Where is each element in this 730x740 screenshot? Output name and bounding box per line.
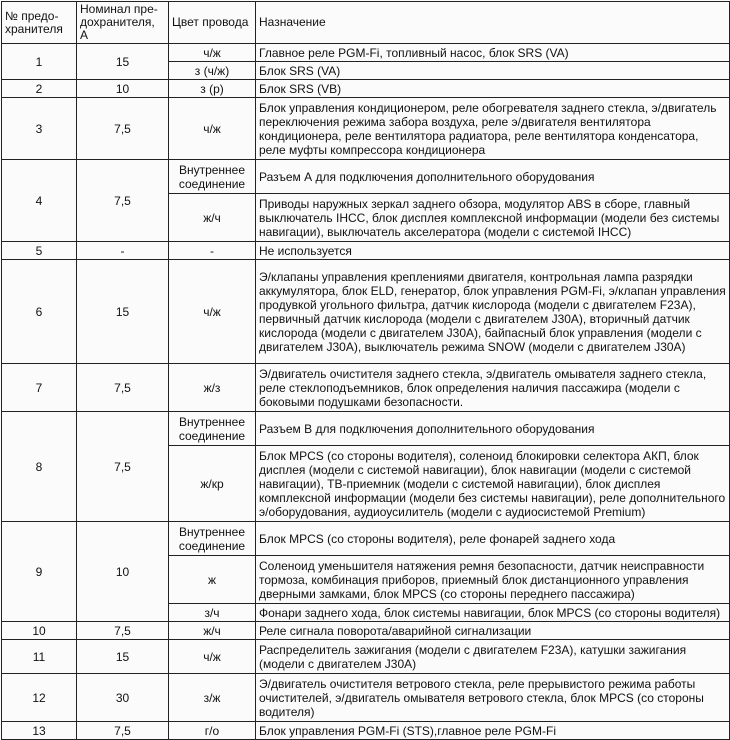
fuse-rating: 15 (77, 260, 169, 364)
fuse-number: 8 (2, 412, 77, 522)
fuse-number: 9 (2, 522, 77, 622)
fuse-purpose: Фонари заднего хода, блок системы навигации, блок MPCS (со стороны водителя) (256, 604, 730, 622)
table-row (2, 412, 730, 446)
wire-color: Внутреннее соединение (169, 412, 256, 446)
fuse-table (1, 1, 730, 740)
fuse-number: 7 (2, 364, 77, 412)
header-wire-color: Цвет провода (169, 2, 256, 44)
wire-color: ж/з (169, 364, 256, 412)
fuse-number: 11 (2, 640, 77, 674)
table-row (2, 622, 730, 640)
fuse-purpose: Блок MPCS (со стороны водителя), реле фонарей заднего хода (256, 522, 730, 556)
table-row (2, 722, 730, 740)
fuse-purpose: Блок SRS (VB) (256, 80, 730, 98)
header-row (2, 2, 730, 44)
wire-color: ж (169, 556, 256, 604)
fuse-number: 4 (2, 160, 77, 242)
fuse-rating: 7,5 (77, 98, 169, 160)
fuse-purpose: Разъем А для подключения дополнительного оборудования (256, 160, 730, 194)
table-row (2, 640, 730, 674)
table-row (2, 80, 730, 98)
table-row (2, 98, 730, 160)
header-purpose: Назначение (256, 2, 730, 44)
wire-color: г/о (169, 722, 256, 740)
wire-color: - (169, 242, 256, 260)
fuse-purpose: Блок SRS (VA) (256, 62, 730, 80)
fuse-purpose: Э/двигатель очистителя заднего стекла, э/двигатель омывателя заднего стекла, реле стеклоподъемников, блок определения наличия пассажира (модели с боковыми подушками безопасности. (256, 364, 730, 412)
fuse-purpose: Соленоид уменьшителя натяжения ремня безопасности, датчик неисправности тормоза, комбинация приборов, приемный блок дистанционного управления дверными замками, блок MPCS (со стороны переднего пассажира) (256, 556, 730, 604)
wire-color: ж/ч (169, 194, 256, 242)
wire-color: ч/ж (169, 640, 256, 674)
header-fuse-no: № предо-хранителя (2, 2, 77, 44)
fuse-rating: 7,5 (77, 364, 169, 412)
fuse-number: 6 (2, 260, 77, 364)
table-row (2, 522, 730, 556)
wire-color: Внутреннее соединение (169, 522, 256, 556)
fuse-purpose: Реле сигнала поворота/аварийной сигнализации (256, 622, 730, 640)
wire-color: ж/ч (169, 622, 256, 640)
wire-color: з (ч/ж) (169, 62, 256, 80)
wire-color: з/ж (169, 674, 256, 722)
fuse-rating: - (77, 242, 169, 260)
fuse-rating: 7,5 (77, 412, 169, 522)
fuse-purpose: Разъем В для подключения дополнительного оборудования (256, 412, 730, 446)
fuse-purpose: Не используется (256, 242, 730, 260)
table-row (2, 242, 730, 260)
wire-color: ч/ж (169, 98, 256, 160)
table-row (2, 44, 730, 62)
fuse-rating: 7,5 (77, 160, 169, 242)
table-row (2, 260, 730, 364)
wire-color: з/ч (169, 604, 256, 622)
fuse-rating: 30 (77, 674, 169, 722)
fuse-number: 12 (2, 674, 77, 722)
wire-color: Внутреннее соединение (169, 160, 256, 194)
fuse-number: 1 (2, 44, 77, 80)
fuse-purpose: Приводы наружных зеркал заднего обзора, модулятор ABS в сборе, главный выключатель IHCC, блок дисплея комплексной информации (модели без системы навигации), выключатель акселератора (модели с системой IHCC) (256, 194, 730, 242)
table-row (2, 674, 730, 722)
fuse-purpose: Блок управления PGM-Fi (STS),главное реле PGM-Fi (256, 722, 730, 740)
header-rating: Номинал пре-дохранителя, А (77, 2, 169, 44)
fuse-purpose: Блок управления кондиционером, реле обогревателя заднего стекла, э/двигатель переключения режима забора воздуха, реле э/двигателя вентилятора кондиционера, реле вентилятора радиатора, реле вентилятора конденсатора, реле муфты компрессора кондиционера (256, 98, 730, 160)
table-row (2, 364, 730, 412)
fuse-rating: 15 (77, 44, 169, 80)
fuse-number: 10 (2, 622, 77, 640)
fuse-purpose: Э/клапаны управления креплениями двигателя, контрольная лампа разрядки аккумулятора, блок ELD, генератор, блок управления PGM-Fi, э/клапан управления продувкой угольного фильтра, датчик кислорода (модели с двигателем F23A), первичный датчик кислорода (модели с двигателем J30A), вторичный датчик кислорода (модели с двигателем J30A), байпасный блок управления (модели с двигателем J30A), выключатель режима SNOW (модели с двигателем J30A) (256, 260, 730, 364)
fuse-purpose: Э/двигатель очистителя ветрового стекла, реле прерывистого режима работы очистителей, э/двигатель омывателя ветрового стекла, блок MPCS (со стороны водителя) (256, 674, 730, 722)
fuse-rating: 10 (77, 522, 169, 622)
wire-color: ж/кр (169, 446, 256, 522)
fuse-number: 13 (2, 722, 77, 740)
fuse-purpose: Блок MPCS (со стороны водителя), соленоид блокировки селектора АКП, блок дисплея (модели с системой навигации), блок навигации (модели с системой навигации), ТВ-приемник (модели с системой навигации), блок дисплея комплексной информации (модели без системы навигации), реле дополнительного э/оборудования, аудиоусилитель (модели с аудиосистемой Premium) (256, 446, 730, 522)
fuse-number: 3 (2, 98, 77, 160)
fuse-purpose: Распределитель зажигания (модели с двигателем F23A), катушки зажигания (модели с двигателем J30A) (256, 640, 730, 674)
wire-color: з (р) (169, 80, 256, 98)
fuse-purpose: Главное реле PGM-Fi, топливный насос, блок SRS (VA) (256, 44, 730, 62)
fuse-rating: 7,5 (77, 622, 169, 640)
table-row (2, 160, 730, 194)
fuse-rating: 15 (77, 640, 169, 674)
fuse-number: 2 (2, 80, 77, 98)
wire-color: ч/ж (169, 44, 256, 62)
fuse-rating: 7,5 (77, 722, 169, 740)
fuse-number: 5 (2, 242, 77, 260)
fuse-rating: 10 (77, 80, 169, 98)
wire-color: ч/ж (169, 260, 256, 364)
